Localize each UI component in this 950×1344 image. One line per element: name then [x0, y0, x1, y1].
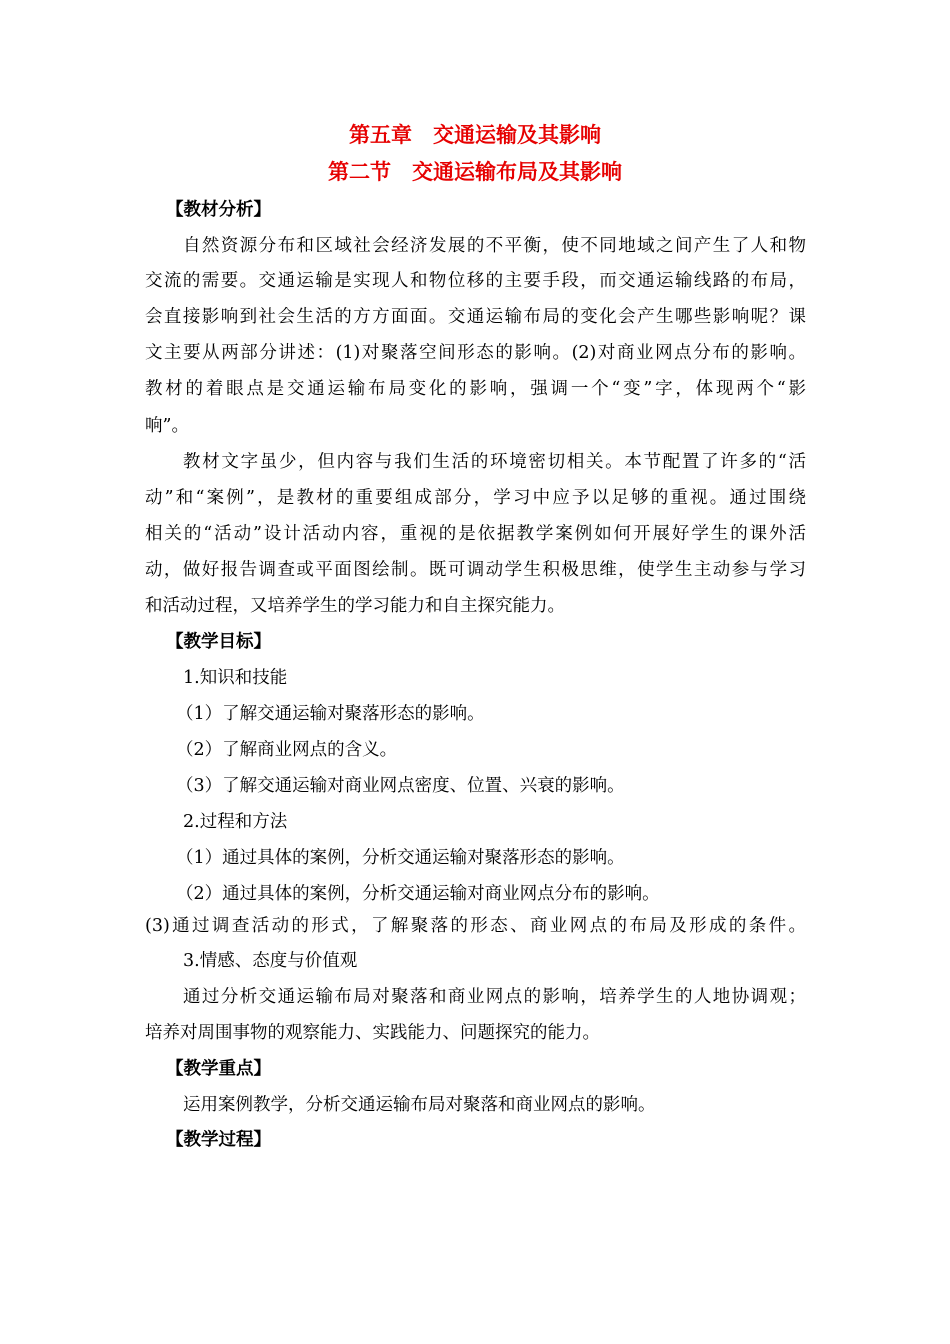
analysis-para2-line3: 相关的“活动”设计活动内容，重视的是依据教学案例如何开展好学生的课外活	[145, 524, 806, 544]
knowledge-label: 1.知识和技能	[183, 668, 288, 688]
process-item-3: (3)通过调查活动的形式，了解聚落的形态、商业网点的布局及形成的条件。	[145, 916, 806, 936]
keypoints-heading: 【教学重点】	[166, 1059, 271, 1079]
analysis-para1-line1: 自然资源分布和区域社会经济发展的不平衡，使不同地域之间产生了人和物	[183, 236, 806, 256]
analysis-para1-line3: 会直接影响到社会生活的方方面面。交通运输布局的变化会产生哪些影响呢？课	[145, 307, 806, 327]
section-title: 第二节 交通运输布局及其影响	[328, 159, 622, 184]
keypoints-text: 运用案例教学，分析交通运输布局对聚落和商业网点的影响。	[183, 1095, 656, 1115]
knowledge-item-3: （3）了解交通运输对商业网点密度、位置、兴衰的影响。	[176, 776, 625, 796]
analysis-para2-line1: 教材文字虽少，但内容与我们生活的环境密切相关。本节配置了许多的“活	[183, 452, 806, 472]
process-section-heading: 【教学过程】	[166, 1130, 271, 1150]
analysis-para1-line6: 响”。	[145, 416, 189, 436]
analysis-para2-line4: 动，做好报告调查或平面图绘制。既可调动学生积极思维，使学生主动参与学习	[145, 560, 806, 580]
emotion-line-1: 通过分析交通运输布局对聚落和商业网点的影响，培养学生的人地协调观；	[183, 987, 806, 1007]
analysis-para1-line4: 文主要从两部分讲述：(1)对聚落空间形态的影响。(2)对商业网点分布的影响。	[145, 343, 806, 363]
knowledge-item-2: （2）了解商业网点的含义。	[176, 740, 398, 760]
objectives-heading: 【教学目标】	[166, 632, 271, 652]
process-item-1: （1）通过具体的案例，分析交通运输对聚落形态的影响。	[176, 848, 625, 868]
knowledge-item-1: （1）了解交通运输对聚落形态的影响。	[176, 704, 485, 724]
analysis-para1-line2: 交流的需要。交通运输是实现人和物位移的主要手段，而交通运输线路的布局，	[145, 271, 806, 291]
analysis-para1-line5: 教材的着眼点是交通运输布局变化的影响，强调一个“变”字，体现两个“影	[145, 379, 806, 399]
analysis-para2-line5: 和活动过程，又培养学生的学习能力和自主探究能力。	[145, 596, 565, 616]
analysis-para2-line2: 动”和“案例”，是教材的重要组成部分，学习中应予以足够的重视。通过围绕	[145, 488, 806, 508]
process-label: 2.过程和方法	[183, 812, 288, 832]
emotion-line-2: 培养对周围事物的观察能力、实践能力、问题探究的能力。	[145, 1023, 600, 1043]
process-item-2: （2）通过具体的案例，分析交通运输对商业网点分布的影响。	[176, 884, 660, 904]
emotion-label: 3.情感、态度与价值观	[183, 951, 358, 971]
analysis-heading: 【教材分析】	[166, 200, 271, 220]
chapter-title: 第五章 交通运输及其影响	[349, 122, 601, 147]
